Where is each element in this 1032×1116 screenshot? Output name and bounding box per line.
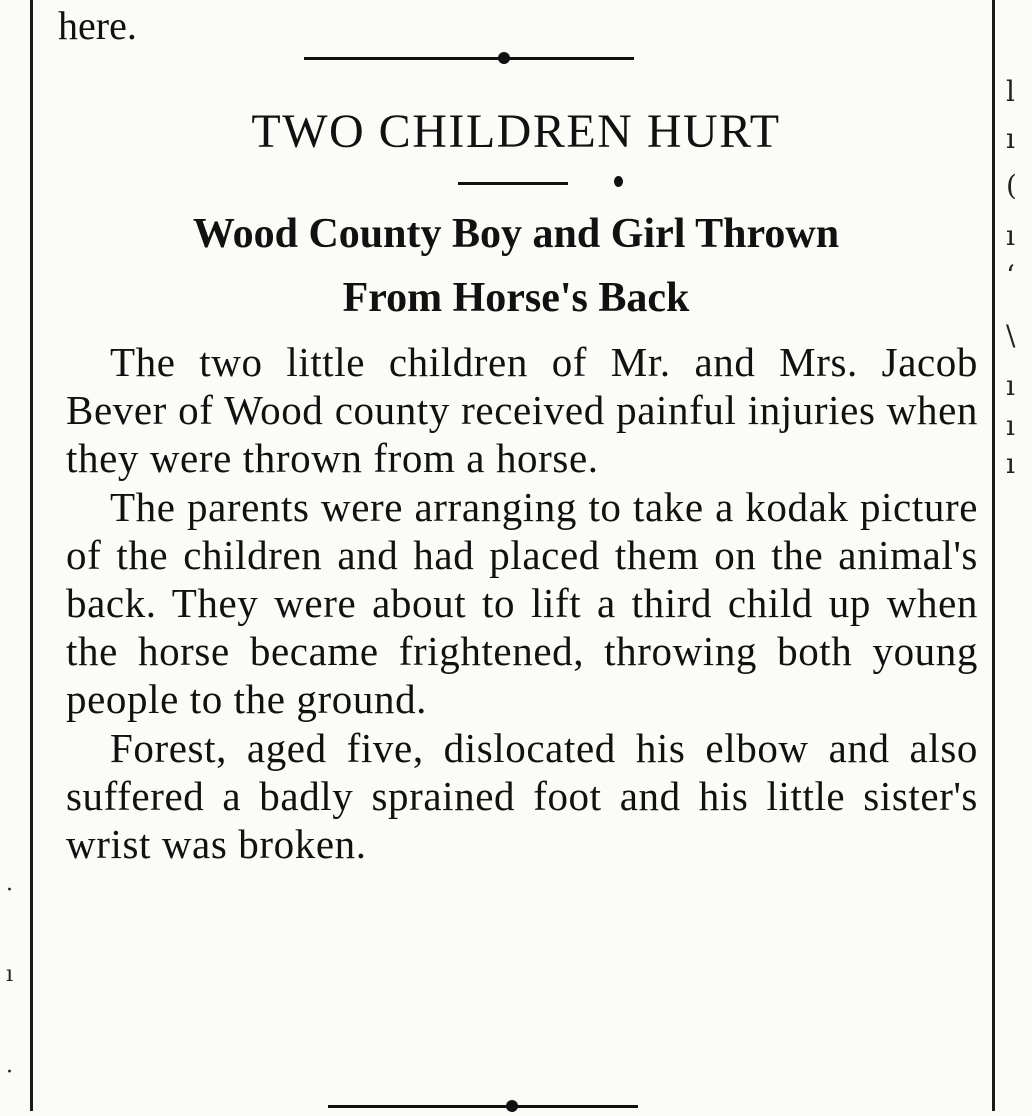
subheadline-line-2: From Horse's Back bbox=[342, 275, 690, 321]
previous-story-tail: here. bbox=[58, 3, 137, 48]
margin-speck: · bbox=[6, 878, 13, 903]
adjacent-column-fragment: \ bbox=[1006, 319, 1016, 352]
margin-speck: ı bbox=[6, 962, 14, 987]
column-rule-left bbox=[30, 0, 33, 1111]
section-divider bbox=[304, 48, 634, 68]
headline: TWO CHILDREN HURT bbox=[251, 105, 781, 158]
article-body bbox=[66, 338, 978, 868]
adjacent-column-fragment: ı bbox=[1006, 447, 1015, 480]
paragraph-3: Forest, aged five, dislocated his elbow and also suffered a badly sprained foot and his little sister's wrist was broken. bbox=[66, 724, 978, 868]
adjacent-column-fragment: l bbox=[1006, 75, 1015, 108]
headline-rule bbox=[458, 182, 568, 185]
adjacent-column-fragment: ‘ bbox=[1006, 259, 1015, 292]
margin-speck: · bbox=[6, 1060, 13, 1085]
paragraph-1: The two little children of Mr. and Mrs. Jacob Bever of Wood county received painful injuries when they were thrown from a horse. bbox=[66, 339, 978, 482]
adjacent-column-fragment: ı bbox=[1006, 122, 1015, 155]
adjacent-column-fragment: ı bbox=[1006, 219, 1015, 252]
section-divider-bottom bbox=[328, 1096, 638, 1116]
adjacent-column-fragment: ( bbox=[1006, 169, 1017, 202]
adjacent-column-fragment: ı bbox=[1006, 369, 1015, 402]
paragraph-2: The parents were arranging to take a kodak picture of the children and had placed them on the animal's back. They were about to lift a third child up when the horse became frightened, throwing both young people to the ground. bbox=[66, 483, 978, 723]
article-column bbox=[48, 0, 984, 1111]
adjacent-column-fragment: ı bbox=[1006, 409, 1015, 442]
subheadline-line-1: Wood County Boy and Girl Thrown bbox=[192, 211, 840, 257]
column-rule-right bbox=[992, 0, 995, 1111]
headline-rule-dot bbox=[614, 176, 623, 187]
